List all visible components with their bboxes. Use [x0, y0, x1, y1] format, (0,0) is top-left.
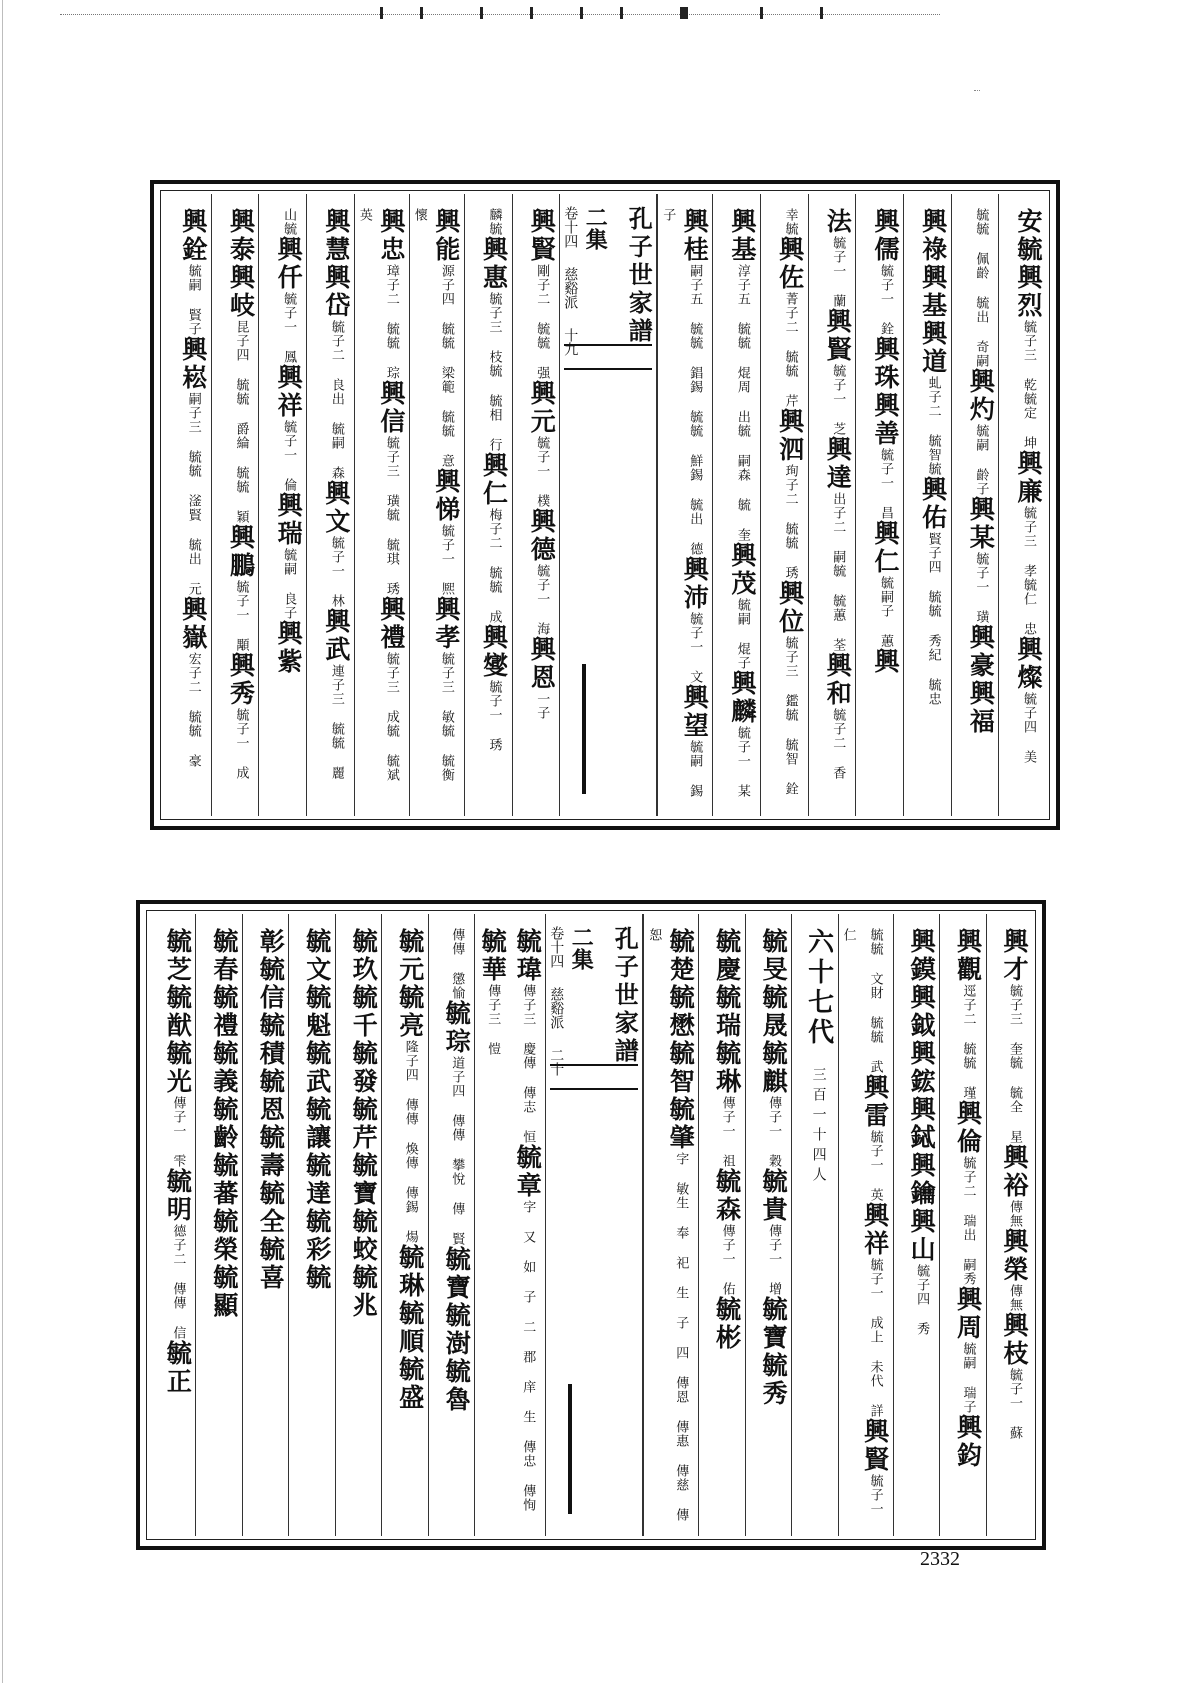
person-name: 興元 [527, 380, 557, 436]
person-name: 興岱 [321, 264, 351, 320]
lineage-note: 毓子三 乾毓定 坤 [1021, 320, 1036, 450]
person-name: 毓文 [302, 928, 332, 984]
genealogy-column [939, 914, 985, 1536]
person-name: 興銓 [178, 208, 208, 264]
person-name: 興沛 [680, 556, 710, 612]
person-name: 毓智 [666, 1040, 696, 1096]
person-name: 興才 [1000, 928, 1029, 984]
person-name: 興賢 [527, 208, 557, 264]
lineage-note: 毓嗣 瑞子 [960, 1342, 976, 1414]
person-name: 興悌 [431, 468, 461, 524]
person-name: 興道 [918, 320, 948, 376]
genealogy-column [409, 194, 464, 816]
lineage-note: 毓子三 枝毓 毓相 行 [486, 292, 502, 452]
lineage-note: 隆子四 傳傳 煥傳 傳錫 煬 [402, 1040, 418, 1244]
person-name: 毓魯 [442, 1358, 472, 1414]
person-name: 毓晟 [759, 984, 789, 1040]
lineage-note: 嗣子三 毓毓 滏賢 毓出 元 [185, 392, 201, 596]
lineage-note: 毓子一 顒 [233, 580, 249, 652]
person-name: 興信 [376, 380, 406, 436]
person-name: 毓猷 [163, 984, 193, 1040]
person-name: 毓禮 [209, 984, 239, 1040]
person-name: 興惠 [479, 236, 509, 292]
lineage-note: 毓嗣 齡子 [973, 424, 989, 496]
person-name: 興山 [907, 1208, 937, 1264]
lineage-note: 傳無 [1007, 1284, 1022, 1312]
branch-label: 慈谿派 [548, 987, 565, 1029]
fold-bar [582, 664, 586, 794]
person-name: 興鉞 [907, 984, 937, 1040]
lineage-note: 字 又 如 子 二 郡 庠 生 傳忠 傳恂 [520, 1200, 536, 1512]
folio-number: 二十 [548, 1048, 565, 1076]
lineage-note: 毓毓 文財 毓毓 武 [867, 928, 883, 1074]
person-name: 興某 [966, 496, 996, 552]
lineage-note: 傳子三 慶傳 傳志 恒 [520, 984, 536, 1144]
lineage-note: 毓子一 昌 [877, 448, 893, 520]
person-name: 毓琮 [442, 1000, 472, 1056]
genealogy-column [354, 194, 409, 816]
columns-bottom [150, 914, 1032, 1536]
lineage-note: 毓子三 鑑毓 毓智 銓 [782, 636, 798, 796]
genealogy-column [903, 194, 951, 816]
lineage-note: 嗣子五 毓毓 錩錫 毓毓 鮮錫 毓出 德 [687, 264, 703, 556]
person-name: 興裕 [1000, 1144, 1029, 1200]
lineage-note: 傳子一 增 [766, 1224, 782, 1296]
lineage-note: 道子四 傳傳 攀悅 傳 賢 [449, 1056, 465, 1246]
person-name: 毓喜 [256, 1236, 286, 1292]
person-name: 毓瑞 [712, 984, 742, 1040]
person-name: 興儒 [870, 208, 900, 264]
person-name: 毓齡 [209, 1096, 239, 1152]
genealogy-column [712, 194, 760, 816]
person-name: 毓慶 [712, 928, 742, 984]
lineage-note: 一子 [534, 692, 550, 720]
person-name: 興鋐 [907, 1040, 937, 1096]
lineage-note: 毓嗣 良子 [281, 548, 297, 620]
genealogy-column [808, 194, 856, 816]
lineage-note: 德子二 傳傳 信 [170, 1224, 186, 1340]
person-name: 毓春 [209, 928, 239, 984]
person-name: 毓蕃 [209, 1152, 239, 1208]
lineage-note: 賢子四 毓毓 秀紀 毓忠 [925, 532, 941, 706]
person-name: 興善 [870, 392, 900, 448]
lineage-note: 毓子二 瑞出 嗣秀 [960, 1156, 976, 1286]
lineage-note: 毓子一 鳳 [281, 292, 297, 364]
person-name: 毓琳 [395, 1244, 425, 1300]
lineage-note: 源子四 毓毓 梁範 毓毓 意 [438, 264, 454, 468]
lineage-note: 珣子二 毓毓 琇 [782, 464, 798, 580]
lineage-note: 毓子一 文 [687, 612, 703, 684]
person-name: 毓正 [163, 1340, 193, 1396]
lineage-note: 毓子一 樸 [534, 436, 550, 508]
person-name: 興崧 [178, 336, 208, 392]
lineage-note: 毓子一 某 [734, 726, 750, 798]
lineage-note: 連子三 毓毓 麗 [328, 664, 344, 780]
lineage-note: 剛子二 毓毓 强 [534, 264, 550, 380]
branch-label: 慈谿派 [562, 267, 579, 309]
genealogy-column [381, 914, 427, 1536]
person-name: 法 [823, 208, 853, 236]
lineage-note: 毓子一 成 [233, 708, 249, 780]
person-name: 興祿 [918, 208, 948, 264]
lineage-note: 毓子一 熈 [438, 524, 454, 596]
fold-bar [568, 1384, 572, 1514]
person-name: 興孝 [431, 596, 461, 652]
lineage-note: 璋子二 毓毓 琮 [383, 264, 399, 380]
genealogy-column [306, 194, 354, 816]
person-name: 興祥 [274, 364, 304, 420]
generation-count: 三百一十四人 [810, 1067, 827, 1187]
person-name: 毓彬 [712, 1296, 742, 1352]
person-name: 毓瑋 [513, 928, 543, 984]
genealogy-column [288, 914, 334, 1536]
collection-label: 二集 [568, 926, 595, 970]
person-name: 興麟 [727, 670, 757, 726]
scan-left-edge [2, 0, 3, 1683]
person-name: 毓積 [256, 1012, 286, 1068]
lineage-note: 字 敏生 奉 祀 生 子 四 傳恩 傳惠 傳慈 傳恕 [646, 928, 689, 1522]
person-name: 興賢 [860, 1418, 890, 1474]
person-name: 興珠 [870, 336, 900, 392]
person-name: 興能 [431, 208, 461, 264]
book-title: 孔子世家譜 [610, 926, 640, 1066]
person-name: 興基 [727, 208, 757, 264]
person-name: 興桂 [680, 208, 710, 264]
lineage-note: 傳子一 祖 [719, 1096, 735, 1168]
book-title: 孔子世家譜 [624, 206, 654, 346]
person-name: 毓顯 [209, 1264, 239, 1320]
person-name: 毓達 [302, 1152, 332, 1208]
top-scan-artifact [60, 14, 940, 23]
person-name: 毓義 [209, 1040, 239, 1096]
lineage-note: 毓子一 倫 [281, 420, 297, 492]
lineage-note: 毓子三 奎毓 毓全 星 [1007, 984, 1022, 1144]
person-name: 毓元 [395, 928, 425, 984]
person-name: 毓信 [256, 956, 286, 1012]
person-name: 毓千 [349, 984, 379, 1040]
lineage-note: 傳無 [1007, 1200, 1022, 1228]
scan-speck [974, 90, 980, 93]
genealogy-column [195, 914, 241, 1536]
person-name: 興 [870, 648, 900, 676]
lineage-note: 毓嗣 焜子 [734, 598, 750, 670]
person-name: 毓恩 [256, 1068, 286, 1124]
lineage-note: 山毓 [281, 208, 297, 236]
lineage-note: 毓子一 林 [328, 536, 344, 608]
genealogy-column [242, 914, 288, 1536]
lineage-note: 毓子一 英 [867, 1130, 883, 1202]
person-name: 興和 [823, 652, 853, 708]
person-name: 興榮 [1000, 1228, 1029, 1284]
collection-label: 二集 [582, 206, 609, 250]
person-name: 毓兆 [349, 1264, 379, 1320]
lineage-note: 毓子一 蘇 [1007, 1368, 1022, 1440]
person-name: 毓森 [712, 1168, 742, 1224]
lineage-note: 毓子一 銓 [877, 264, 893, 336]
person-name: 興仟 [274, 236, 304, 292]
person-name: 興瑞 [274, 492, 304, 548]
person-name: 毓寶 [759, 1296, 789, 1352]
person-name: 興德 [527, 508, 557, 564]
person-name: 毓旻 [759, 928, 789, 984]
lineage-note: 毓子二 良出 毓嗣 森 [328, 320, 344, 480]
lineage-note: 毓子一 海 [534, 564, 550, 636]
lineage-note: 傳子一 雫 [170, 1096, 186, 1168]
genealogy-column [211, 194, 259, 816]
genealogy-column [643, 914, 698, 1536]
lineage-note: 毓嗣 錫子 [660, 208, 703, 798]
person-name: 興觀 [953, 928, 983, 984]
person-name: 毓武 [302, 1040, 332, 1096]
genealogy-column [512, 194, 560, 816]
person-name: 興位 [775, 580, 805, 636]
person-name: 毓榮 [209, 1208, 239, 1264]
person-name: 興鏌 [907, 928, 937, 984]
lineage-note: 毓嗣子 蕙 [877, 576, 893, 648]
volume-label: 卷十四 [548, 926, 565, 968]
person-name: 興嶽 [178, 596, 208, 652]
person-name: 毓玖 [349, 928, 379, 984]
lineage-note: 毓子一 蘭 [830, 236, 846, 308]
person-name: 興賢 [823, 308, 853, 364]
person-name: 毓 [302, 1264, 332, 1292]
person-name: 興烈 [1014, 264, 1043, 320]
lineage-note: 毓子一 芝 [830, 364, 846, 436]
person-name: 毓盛 [395, 1356, 425, 1412]
lineage-note: 毓子三 成毓 毓斌 英 [356, 208, 399, 782]
person-name: 毓琳 [712, 1040, 742, 1096]
person-name: 毓貴 [759, 1168, 789, 1224]
genealogy-page-bottom [136, 900, 1046, 1550]
lineage-note: 出子二 嗣毓 毓蕙 荃 [830, 492, 846, 652]
person-name: 興慧 [321, 208, 351, 264]
person-name: 毓寶 [349, 1152, 379, 1208]
genealogy-column [258, 194, 306, 816]
person-name: 毓彩 [302, 1208, 332, 1264]
genealogy-column [855, 194, 903, 816]
genealogy-column [745, 914, 791, 1536]
lineage-note: 毓子一 仁 [840, 928, 883, 1516]
lineage-note: 毓子一 成 [867, 1258, 883, 1330]
person-name: 安毓 [1014, 208, 1043, 264]
lineage-note: 幸毓 [782, 208, 798, 236]
columns-top [164, 194, 1046, 816]
lineage-note: 毓子三 璜毓 毓琪 琇 [383, 436, 399, 596]
person-name: 毓魁 [302, 984, 332, 1040]
person-name: 毓讓 [302, 1096, 332, 1152]
genealogy-column [998, 194, 1046, 816]
generation-heading-column [791, 914, 837, 1536]
person-name: 興鋱 [907, 1096, 937, 1152]
lineage-note: 昆子四 毓毓 爵綸 毓毓 穎 [233, 320, 249, 524]
lineage-note: 虬子二 毓智毓 [925, 376, 941, 476]
person-name: 興忠 [376, 208, 406, 264]
person-name: 毓芝 [163, 928, 193, 984]
genealogy-column [986, 914, 1032, 1536]
person-name: 興紫 [274, 620, 304, 676]
person-name: 興雷 [860, 1074, 890, 1130]
lineage-note: 毓毓 佩齡 毓出 奇嗣 [973, 208, 989, 368]
person-name: 興倫 [953, 1100, 983, 1156]
person-name: 毓澍 [442, 1302, 472, 1358]
person-name: 興秀 [226, 652, 256, 708]
person-name: 彰 [256, 928, 286, 956]
genealogy-column [698, 914, 744, 1536]
person-name: 興茂 [727, 542, 757, 598]
person-name: 興佐 [775, 236, 805, 292]
lineage-note: 宏子二 毓毓 豪 [185, 652, 201, 768]
person-name: 毓華 [478, 928, 508, 984]
person-name: 興泗 [775, 408, 805, 464]
person-name: 興望 [680, 684, 710, 740]
person-name: 毓楚 [666, 928, 696, 984]
person-name: 毓章 [513, 1144, 543, 1200]
lineage-note: 毓子二 香 [830, 708, 846, 780]
genealogy-column [428, 914, 474, 1536]
folio-number: 十九 [562, 328, 579, 356]
generation-heading: 六十七代 [803, 928, 834, 1048]
genealogy-column [474, 914, 545, 1536]
lineage-note: 傳子一 佑 [719, 1224, 735, 1296]
person-name: 興泰 [226, 208, 256, 264]
lineage-note: 毓嗣 賢子 [185, 264, 201, 336]
genealogy-column [464, 194, 512, 816]
person-name: 興鈞 [953, 1414, 983, 1470]
person-name: 興燦 [1014, 636, 1043, 692]
person-name: 興周 [953, 1286, 983, 1342]
person-name: 興達 [823, 436, 853, 492]
lineage-note: 毓子一 璜 [973, 552, 989, 624]
lineage-note: 菁子二 毓毓 芹 [782, 292, 798, 408]
lineage-note: 梅子二 毓毓 成 [486, 508, 502, 624]
lineage-note: 毓子一 琇 [486, 680, 502, 752]
person-name: 毓秀 [759, 1352, 789, 1408]
person-name: 毓麒 [759, 1040, 789, 1096]
person-name: 興祥 [860, 1202, 890, 1258]
genealogy-column [760, 194, 808, 816]
person-name: 毓順 [395, 1300, 425, 1356]
person-name: 興岐 [226, 264, 256, 320]
person-name: 毓芹 [349, 1096, 379, 1152]
person-name: 毓光 [163, 1040, 193, 1096]
person-name: 興燮 [479, 624, 509, 680]
lineage-note: 逕子二 毓毓 瑾 [960, 984, 976, 1100]
genealogy-column [657, 194, 712, 816]
person-name: 興禮 [376, 596, 406, 652]
person-name: 興仁 [870, 520, 900, 576]
person-name: 毓寶 [442, 1246, 472, 1302]
person-name: 毓全 [256, 1180, 286, 1236]
fish-tail-mark [564, 344, 652, 370]
genealogy-column [150, 914, 195, 1536]
lineage-note: 麟毓 [486, 208, 502, 236]
person-name: 毓懋 [666, 984, 696, 1040]
genealogy-column [838, 914, 893, 1536]
person-name: 毓蛟 [349, 1208, 379, 1264]
genealogy-column [335, 914, 381, 1536]
lineage-note: 傳傳 懲愉 [449, 928, 465, 1000]
lineage-note: 傳子三 愷 [485, 984, 501, 1056]
person-name: 興鑰 [907, 1152, 937, 1208]
person-name: 興鵬 [226, 524, 256, 580]
lineage-note: 上 未代 詳 [867, 1330, 883, 1418]
genealogy-column [164, 194, 211, 816]
person-name: 興枝 [1000, 1312, 1029, 1368]
page-number: 2332 [920, 1548, 960, 1570]
genealogy-page-top [150, 180, 1060, 830]
genealogy-column [951, 194, 999, 816]
fish-tail-mark [550, 1064, 638, 1090]
genealogy-column [893, 914, 939, 1536]
lineage-note: 毓子四 秀 [914, 1264, 930, 1336]
person-name: 毓發 [349, 1040, 379, 1096]
person-name: 興豪 [966, 624, 996, 680]
lineage-note: 毓子三 孝毓仁 忠 [1021, 506, 1036, 636]
person-name: 興武 [321, 608, 351, 664]
person-name: 興仁 [479, 452, 509, 508]
person-name: 興文 [321, 480, 351, 536]
lineage-note: 毓子三 敏毓 毓衡 懷 [411, 208, 454, 782]
person-name: 毓壽 [256, 1124, 286, 1180]
person-name: 毓明 [163, 1168, 193, 1224]
lineage-note: 毓子四 美 [1021, 692, 1036, 764]
volume-label: 卷十四 [562, 206, 579, 248]
lineage-note: 淳子五 毓毓 焜周 出毓 嗣森 毓 奎 [734, 264, 750, 542]
center-fold-bottom [545, 914, 643, 1536]
person-name: 興福 [966, 680, 996, 736]
person-name: 興廉 [1014, 450, 1043, 506]
center-fold-top [559, 194, 657, 816]
person-name: 興佑 [918, 476, 948, 532]
person-name: 興灼 [966, 368, 996, 424]
person-name: 興基 [918, 264, 948, 320]
lineage-note: 傳子一 穀 [766, 1096, 782, 1168]
person-name: 毓肇 [666, 1096, 696, 1152]
person-name: 毓亮 [395, 984, 425, 1040]
person-name: 興恩 [527, 636, 557, 692]
